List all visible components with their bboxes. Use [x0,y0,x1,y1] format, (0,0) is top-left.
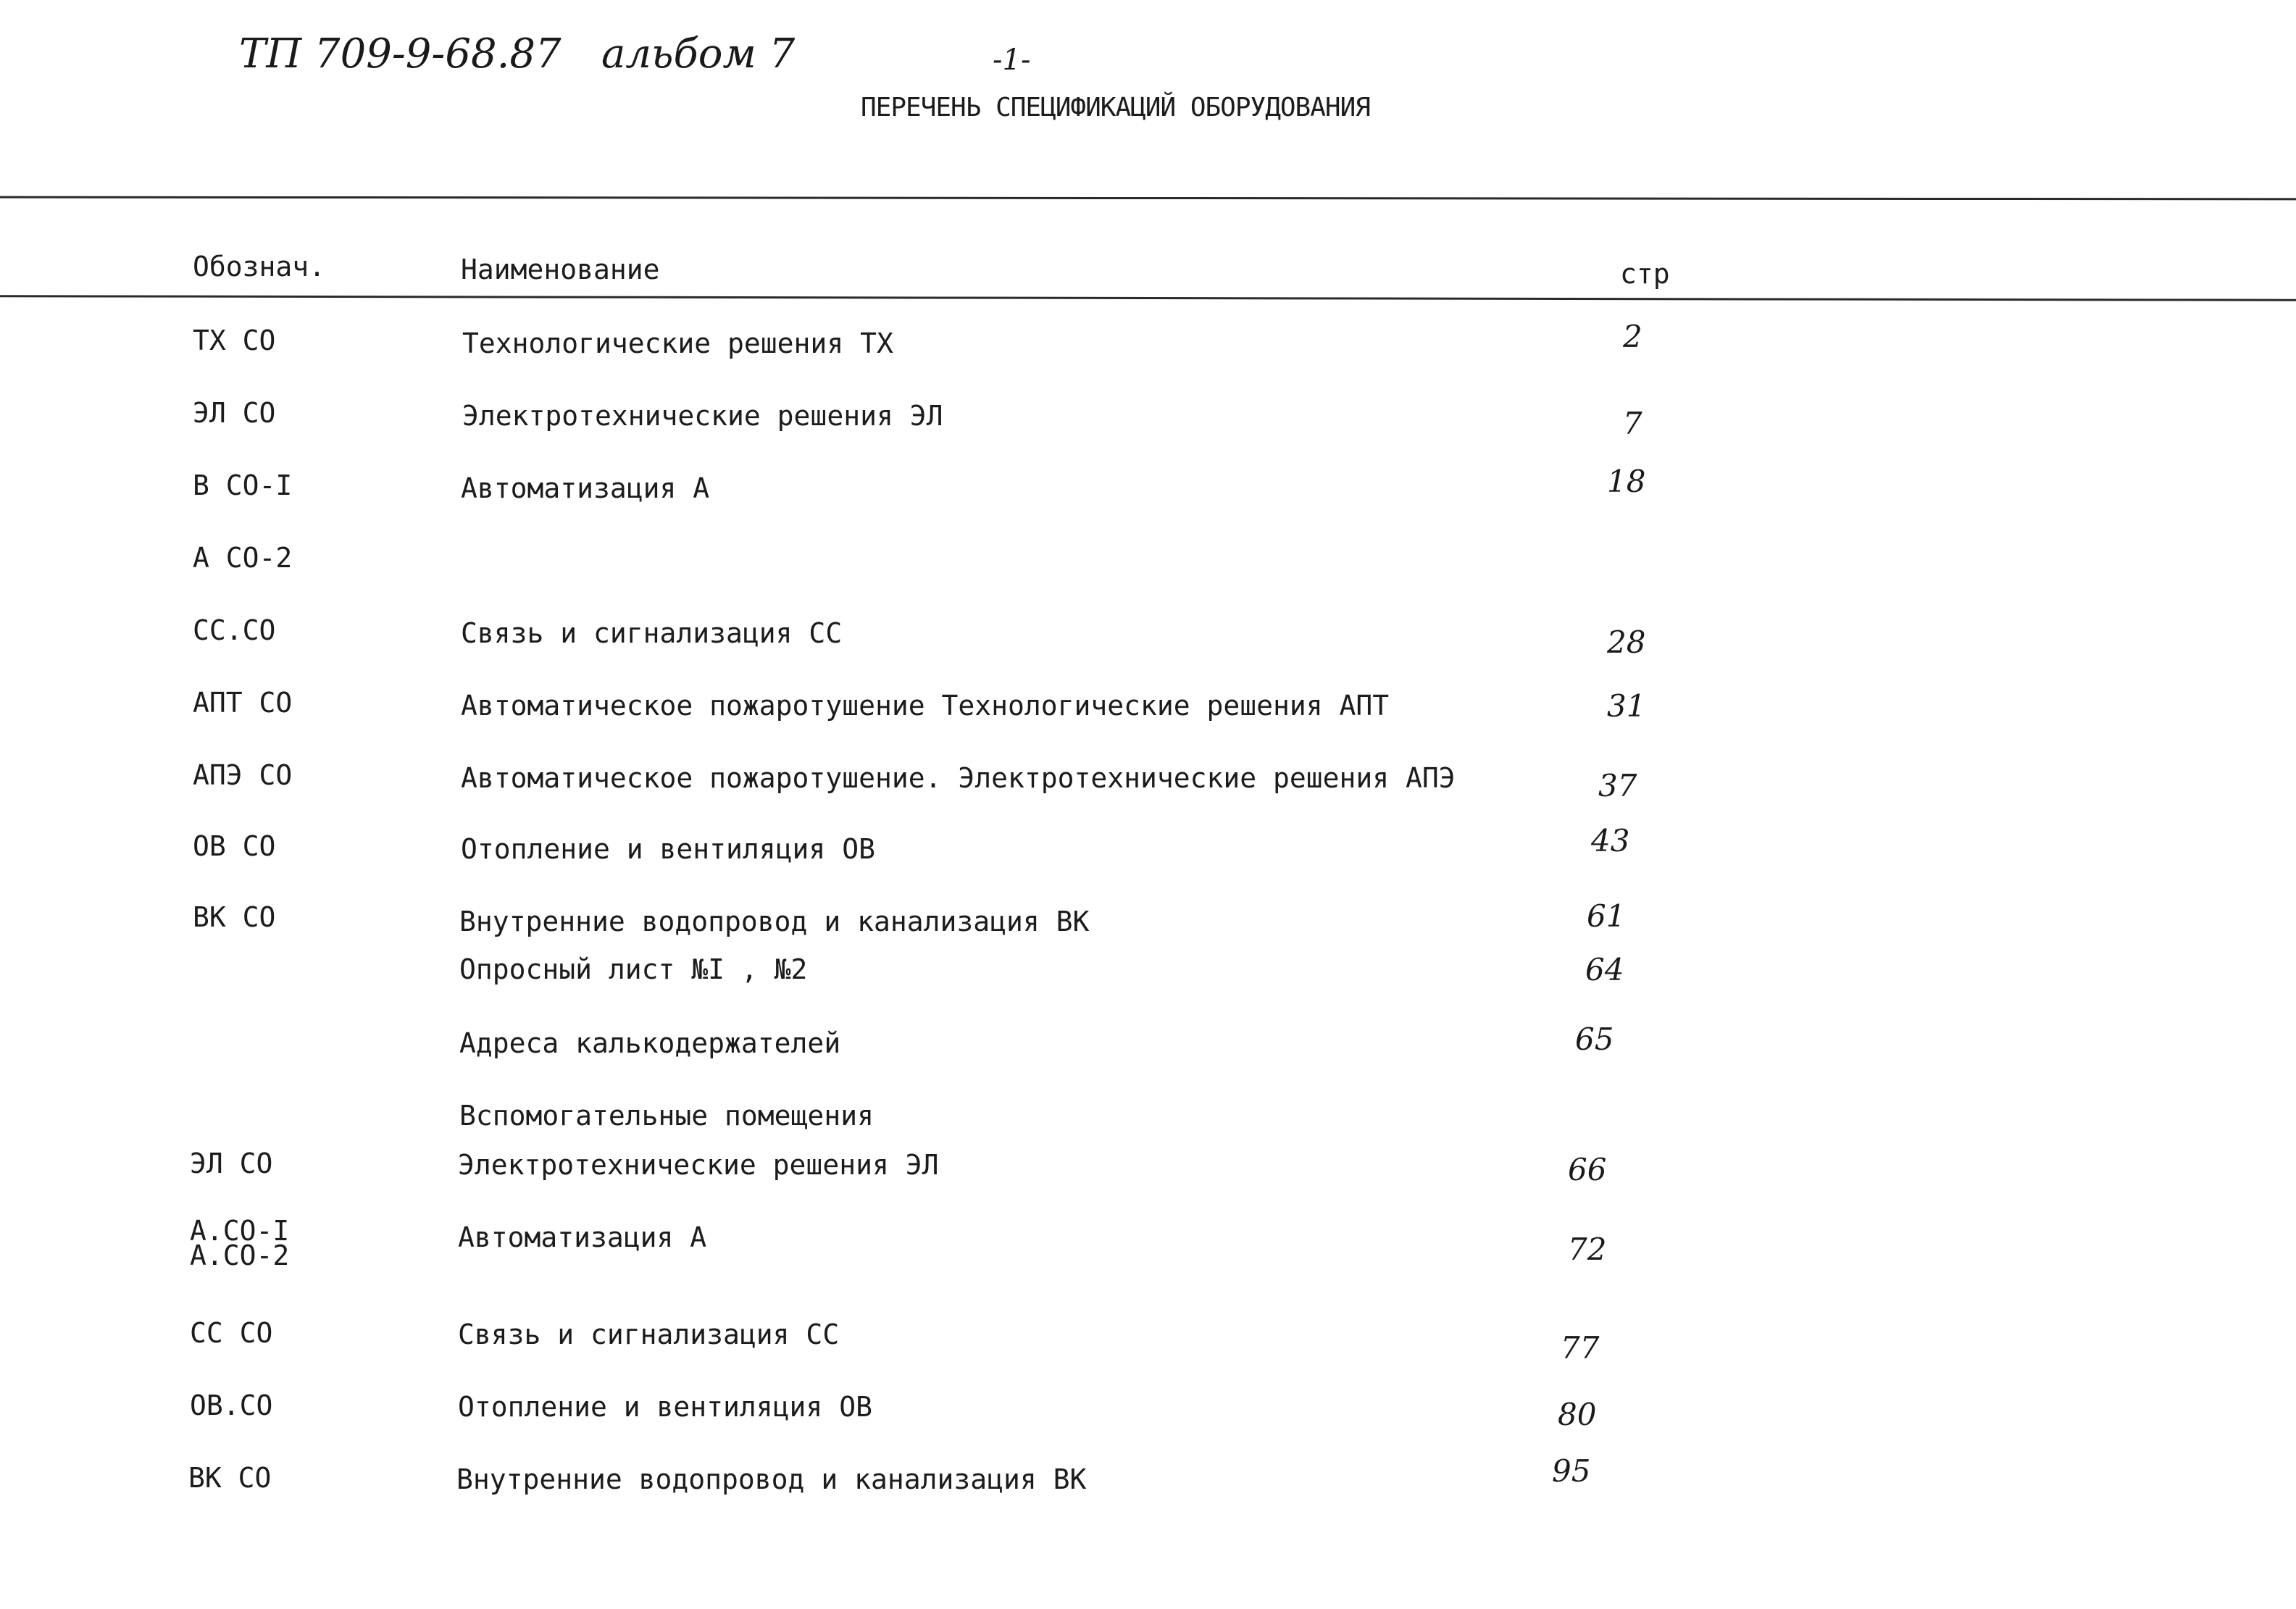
row-page: 61 [1587,898,1626,934]
row-page: 43 [1591,823,1630,858]
row-name: Автоматизация А [458,1221,707,1253]
row-page: 72 [1568,1232,1607,1267]
row-name: Адреса калькодержателей [459,1027,841,1059]
row-name: Внутренние водопровод и канализация ВК [456,1463,1087,1495]
row-page: 65 [1575,1021,1614,1057]
row-designation: АПТ СО [193,687,293,719]
row-designation: СС СО [190,1317,273,1349]
row-designation: ВК СО [193,901,276,933]
top-divider [0,196,2296,201]
row-page: 7 [1623,406,1642,441]
row-designation: В СО-I [193,469,293,501]
row-designation-secondary: А.СО-2 [190,1240,290,1271]
row-name: Технологические решения ТХ [462,327,893,359]
row-name: Автоматическое пожаротушение. Электротехнические решения АПЭ [461,762,1456,794]
row-designation: ОВ СО [193,830,276,862]
row-name: Опросный лист №I , №2 [459,953,808,985]
row-page: 66 [1568,1152,1607,1187]
row-name: Вспомогательные помещения [459,1100,874,1132]
row-designation: ОВ.СО [190,1389,273,1421]
row-designation: СС.СО [193,614,276,646]
row-designation: ЭЛ СО [193,397,276,429]
row-name: Отопление и вентиляция ОВ [458,1391,872,1423]
album-label: альбом 7 [601,30,796,78]
row-name: Автоматическое пожаротушение Технологические решения АПТ [461,690,1390,722]
row-name: Отопление и вентиляция ОВ [461,833,875,865]
row-name: Электротехнические решения ЭЛ [458,1149,939,1181]
row-name: Связь и сигнализация СС [458,1318,840,1350]
document-title: ПЕРЕЧЕНЬ СПЕЦИФИКАЦИЙ ОБОРУДОВАНИЯ [861,93,1370,122]
row-page: 2 [1623,319,1642,354]
row-page: 31 [1607,688,1646,724]
row-page: 64 [1585,952,1624,987]
row-name: Связь и сигнализация СС [461,617,843,649]
document-code: ТП 709-9-68.87 [239,30,562,78]
row-name: Электротехнические решения ЭЛ [462,400,943,432]
column-header-name: Наименование [461,254,660,285]
row-page: 28 [1607,624,1646,660]
row-designation: ВК СО [188,1462,272,1494]
row-designation: ТХ СО [193,325,276,356]
header-divider [0,295,2296,301]
column-header-page: стр [1620,258,1670,290]
row-designation: А.СО-I [190,1215,290,1247]
row-page: 37 [1598,768,1637,803]
row-page: 80 [1558,1397,1597,1432]
row-page: 95 [1552,1453,1591,1489]
row-name: Автоматизация А [461,472,710,504]
column-header-designation: Обознач. [193,251,326,283]
row-name: Внутренние водопровод и канализация ВК [459,906,1090,937]
row-designation: А СО-2 [193,542,293,574]
row-designation: ЭЛ СО [190,1148,273,1179]
row-page: 77 [1561,1330,1600,1366]
row-designation: АПЭ СО [193,759,293,791]
row-page: 18 [1607,464,1646,499]
page-number: -1- [993,43,1031,77]
